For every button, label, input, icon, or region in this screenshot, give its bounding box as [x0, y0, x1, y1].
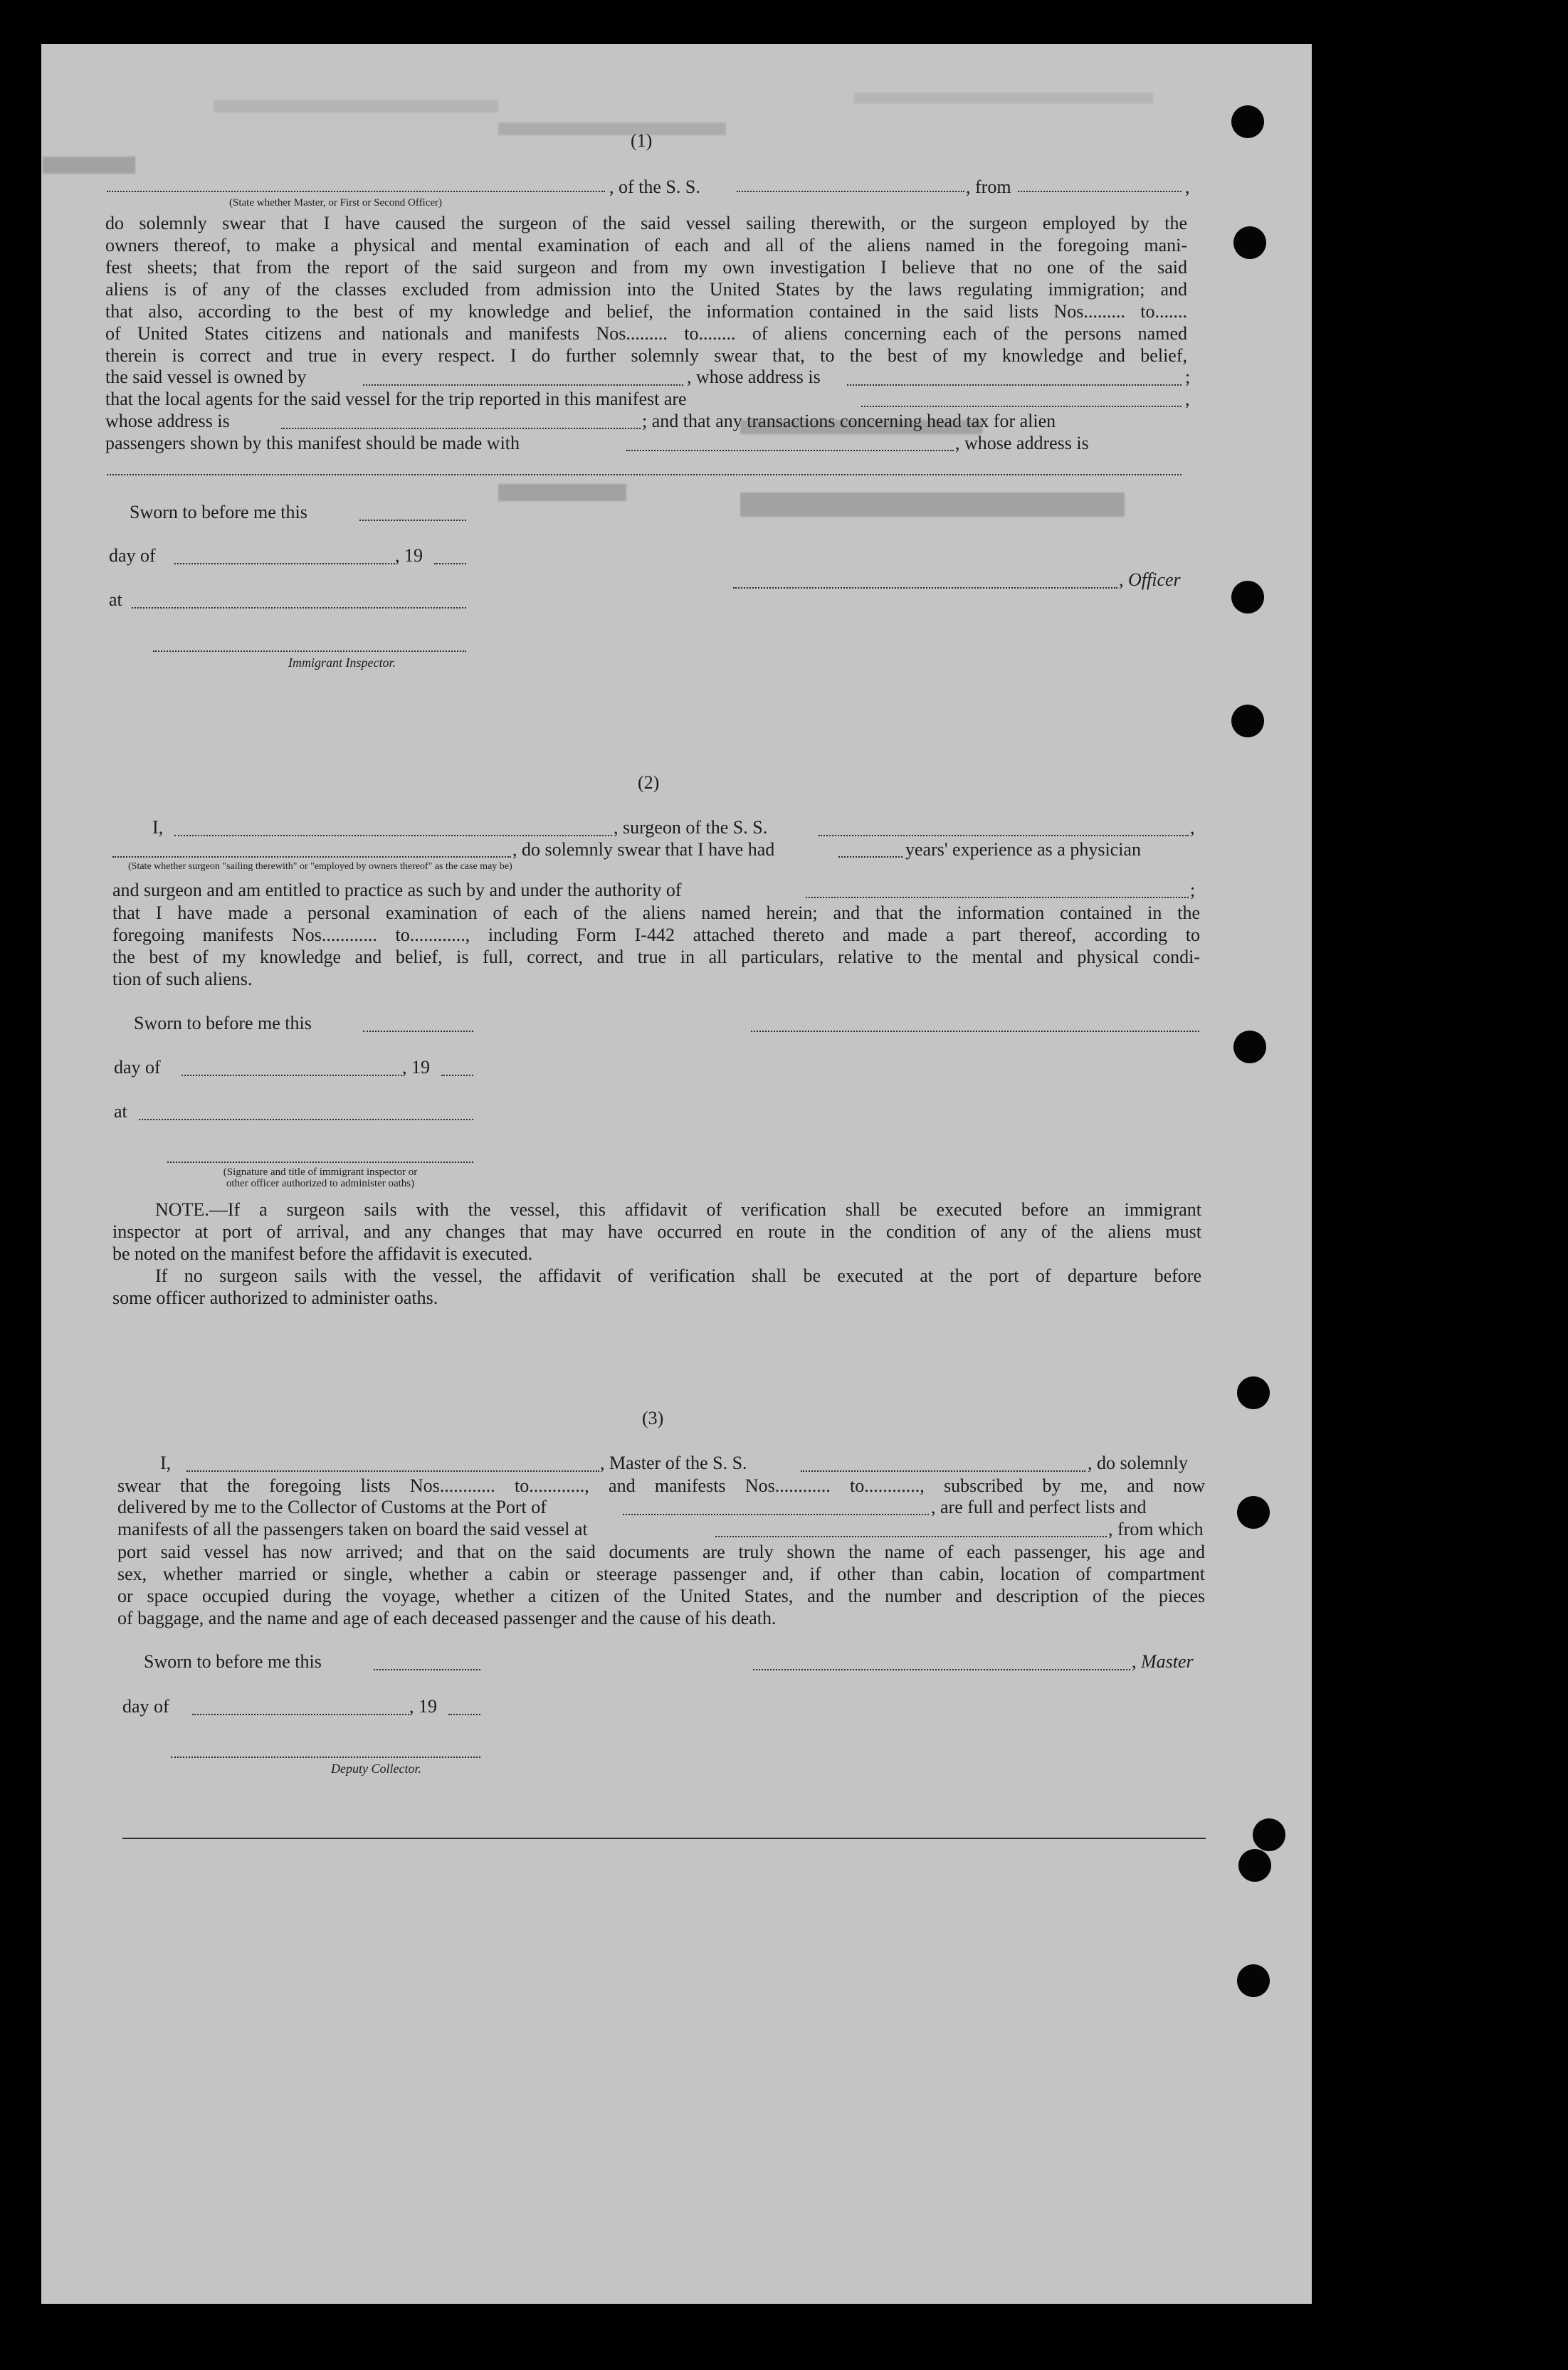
year-label: , 19 [402, 1057, 430, 1078]
bleed-through-marks [740, 493, 1125, 517]
binder-hole [1237, 1964, 1270, 1997]
day-of-field[interactable] [181, 1075, 402, 1076]
body-line: of United States citizens and nationals and manifests Nos......... to........ of aliens concerning each of the persons named [105, 323, 1187, 344]
at-label: at [109, 589, 122, 610]
sworn-day-field[interactable] [374, 1669, 480, 1670]
officer-signature-field[interactable] [733, 587, 1117, 589]
boarding-port-field[interactable] [715, 1536, 1107, 1537]
master-signature-field[interactable] [753, 1669, 1130, 1670]
note-block [112, 1199, 1201, 1309]
local-agents-field[interactable] [861, 406, 1182, 407]
officer-label: , Officer [1119, 569, 1181, 590]
body-line: owners thereof, to make a physical and mental examination of each and all of the aliens named in the foregoing mani- [105, 235, 1187, 256]
binder-hole [1231, 581, 1264, 613]
master-name-field[interactable] [186, 1470, 599, 1472]
binder-hole [1237, 1376, 1270, 1409]
section-number: (2) [638, 772, 660, 793]
whose-address-label: , whose address is [955, 433, 1089, 453]
collector-caption: Deputy Collector. [331, 1761, 421, 1776]
head-tax-label: ; and that any transactions concerning head tax for alien [642, 411, 1056, 431]
whose-address-label: whose address is [105, 411, 230, 431]
master-label: , Master [1132, 1651, 1194, 1672]
do-solemnly-label: , do solemnly [1088, 1453, 1188, 1473]
vessel-name-field[interactable] [801, 1470, 1085, 1472]
year-field[interactable] [441, 1075, 473, 1076]
bleed-through-marks [498, 122, 726, 135]
year-field[interactable] [434, 563, 466, 564]
body-line: or space occupied during the voyage, whether a citizen of the United States, and the number and description of the pieces [117, 1586, 1205, 1606]
note-line: NOTE.—If a surgeon sails with the vessel, this affidavit of verification shall be executed before an immigrant [155, 1199, 1201, 1220]
year-field[interactable] [448, 1714, 480, 1715]
head-tax-party-field[interactable] [626, 450, 954, 451]
whose-address-label: , whose address is [687, 367, 821, 387]
port-from-field[interactable] [1018, 191, 1182, 192]
do-solemnly-label: , do solemnly swear that I have had [512, 839, 775, 860]
binder-hole [1233, 226, 1266, 259]
section3-body-top [117, 1475, 1205, 1497]
from-label: , from [966, 177, 1011, 197]
owner-field[interactable] [363, 384, 683, 386]
binder-hole [1231, 705, 1264, 737]
i-label: I, [152, 817, 164, 838]
surgeon-status-caption: (State whether surgeon "sailing therewith" or "employed by owners thereof" as the case may be) [128, 861, 512, 872]
officer-rank-field[interactable] [107, 191, 605, 192]
surgeon-signature-field[interactable] [751, 1031, 1199, 1032]
owner-address-field[interactable] [847, 384, 1182, 386]
body-line: do solemnly swear that I have caused the surgeon of the said vessel sailing therewith, or the surgeon employed by the [105, 213, 1187, 233]
body-line: manifests of all the passengers taken on board the said vessel at [117, 1519, 588, 1539]
sworn-day-field[interactable] [359, 520, 466, 521]
note-line: inspector at port of arrival, and any changes that may have occurred en route in the condition of any of the aliens must [112, 1221, 1201, 1242]
binder-hole [1237, 1496, 1270, 1529]
state-whether-caption: (State whether Master, or First or Second Officer) [229, 197, 443, 209]
surgeon-of-label: , surgeon of the S. S. [614, 817, 768, 838]
line-end: , [1190, 817, 1195, 838]
sworn-label: Sworn to before me this [130, 502, 307, 522]
inspector-signature-field[interactable] [167, 1162, 473, 1163]
sworn-label: Sworn to before me this [134, 1013, 312, 1033]
body-line: the best of my knowledge and belief, is full, correct, and true in all particulars, relative to the mental and physical condi- [112, 947, 1200, 967]
at-label: at [114, 1101, 127, 1122]
full-perfect-label: , are full and perfect lists and [931, 1497, 1147, 1517]
binder-hole [1231, 105, 1264, 138]
master-of-label: , Master of the S. S. [600, 1453, 747, 1473]
bleed-through-marks [43, 157, 135, 174]
body-line: delivered by me to the Collector of Customs at the Port of [117, 1497, 547, 1517]
day-of-field[interactable] [174, 563, 395, 564]
line-end: ; [1185, 367, 1191, 387]
body-line: aliens is of any of the classes excluded from admission into the United States by the laws regulating immigration; and [105, 279, 1187, 300]
at-field[interactable] [139, 1119, 473, 1120]
section2-body [112, 902, 1200, 990]
body-line: therein is correct and true in every respect. I do further solemnly swear that, to the best of my knowledge and belief, [105, 345, 1187, 366]
port-field[interactable] [623, 1514, 929, 1515]
surgeon-name-field[interactable] [174, 835, 612, 836]
of-ss-label: , of the S. S. [609, 177, 700, 197]
body-line: port said vessel has now arrived; and that on the said documents are truly shown the name of each passenger, his age and [117, 1542, 1205, 1562]
binder-hole [1238, 1849, 1271, 1882]
body-line: that I have made a personal examination of each of the aliens named herein; and that the information contained in the [112, 902, 1200, 923]
passengers-label: passengers shown by this manifest should be made with [105, 433, 520, 453]
body-line: and surgeon and am entitled to practice as such by and under the authority of [112, 880, 682, 900]
bottom-rule [122, 1838, 1206, 1839]
vessel-name-field[interactable] [737, 191, 964, 192]
note-line: some officer authorized to administer oaths. [112, 1287, 438, 1308]
surgeon-status-field[interactable] [112, 856, 511, 858]
owned-by-label: the said vessel is owned by [105, 367, 307, 387]
section1-body [105, 212, 1187, 367]
body-line: fest sheets; that from the report of the said surgeon and from my own investigation I believe that no one of the said [105, 257, 1187, 278]
sworn-label: Sworn to before me this [144, 1651, 322, 1672]
years-label: years' experience as a physician [905, 839, 1141, 860]
from-which-label: , from which [1108, 1519, 1204, 1539]
line-end: ; [1190, 880, 1196, 900]
year-label: , 19 [409, 1696, 437, 1717]
binder-hole [1253, 1818, 1285, 1851]
day-of-label: day of [109, 545, 156, 566]
section-number: (3) [642, 1408, 664, 1428]
collector-signature-field[interactable] [171, 1757, 480, 1758]
bleed-through-marks [214, 100, 498, 112]
vessel-name-field[interactable] [819, 835, 1189, 836]
binder-hole [1233, 1031, 1266, 1063]
note-line: be noted on the manifest before the affidavit is executed. [112, 1243, 533, 1264]
inspector-signature-field[interactable] [153, 651, 466, 652]
year-label: , 19 [395, 545, 423, 566]
day-of-label: day of [122, 1696, 169, 1717]
section-number: (1) [631, 130, 653, 151]
body-line: of baggage, and the name and age of each deceased passenger and the cause of his death. [117, 1608, 777, 1628]
sworn-day-field[interactable] [363, 1031, 473, 1032]
at-field[interactable] [132, 607, 466, 609]
body-line: tion of such aliens. [112, 969, 253, 989]
day-of-label: day of [114, 1057, 161, 1078]
signature-caption: other officer authorized to administer oaths) [226, 1178, 415, 1189]
body-line: foregoing manifests Nos............ to............, including Form I-442 attached thereto and made a part thereof, according to [112, 925, 1200, 945]
signature-caption: (Signature and title of immigrant inspector or [223, 1166, 418, 1178]
section3-body [117, 1541, 1205, 1629]
authority-field[interactable] [806, 897, 1189, 898]
local-agents-label: that the local agents for the said vessel for the trip reported in this manifest are [105, 389, 687, 409]
body-line: sex, whether married or single, whether a cabin or steerage passenger and, if other than cabin, location of compartment [117, 1564, 1205, 1584]
bleed-through-marks [498, 484, 626, 501]
years-field[interactable] [838, 856, 903, 858]
note-line: If no surgeon sails with the vessel, the affidavit of verification shall be executed at the port of departure before [155, 1265, 1201, 1286]
day-of-field[interactable] [192, 1714, 409, 1715]
bleed-through-marks [854, 93, 1153, 104]
head-tax-address-field[interactable] [107, 474, 1182, 475]
agent-address-field[interactable] [281, 428, 641, 429]
line-end: , [1185, 177, 1190, 197]
body-line: that also, according to the best of my knowledge and belief, the information contained in the said lists Nos......... to....... [105, 301, 1187, 322]
i-label: I, [160, 1453, 172, 1473]
inspector-caption: Immigrant Inspector. [288, 655, 396, 670]
line-end: , [1185, 389, 1190, 409]
body-line: swear that the foregoing lists Nos............ to............, and manifests Nos............ to............, subscribed by me, and now [117, 1475, 1205, 1496]
